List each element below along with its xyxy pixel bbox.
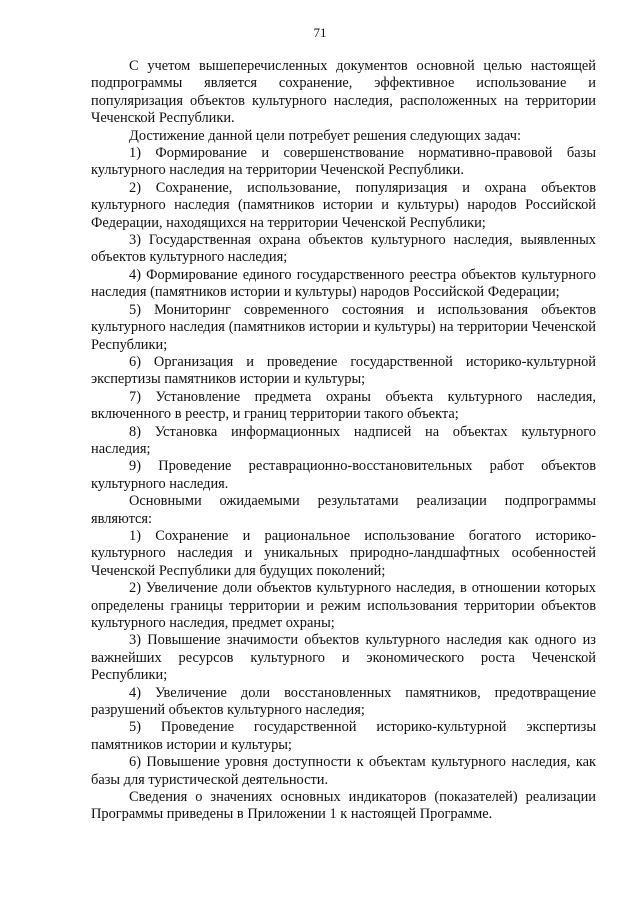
result-item-2: 2) Увеличение доли объектов культурного наследия, в отношении которых определены границы территории и режим использования территории объектов культурного наследия, предмет охраны; bbox=[91, 580, 596, 631]
task-item-5: 5) Мониторинг современного состояния и использования объектов культурного наследия (памятников истории и культуры) на территории Чеченской Республики; bbox=[91, 301, 596, 353]
task-item-1: 1) Формирование и совершенствование нормативно-правовой базы культурного наследия на территории Чеченской Республики. bbox=[91, 145, 596, 179]
task-item-4: 4) Формирование единого государственного реестра объектов культурного наследия (памятников истории и культуры) народов Российской Федерации; bbox=[91, 266, 596, 301]
page-number: 71 bbox=[313, 25, 327, 40]
paragraph-goal: С учетом вышеперечисленных документов основной целью настоящей подпрограммы является сохранение, эффективное использование и популяризация объектов культурного наследия, расположенных на территории Чеченской Республики. bbox=[91, 58, 596, 127]
task-item-3: 3) Государственная охрана объектов культурного наследия, выявленных объектов культурного наследия; bbox=[91, 232, 596, 266]
task-item-2: 2) Сохранение, использование, популяризация и охрана объектов культурного наследия (памятников истории и культуры) народов Российской Федерации, находящихся на территории Чеченской Республики; bbox=[91, 179, 596, 231]
task-item-6: 6) Организация и проведение государственной историко-культурной экспертизы памятников истории и культуры; bbox=[91, 353, 596, 388]
document-body bbox=[91, 58, 596, 824]
result-item-1: 1) Сохранение и рациональное использование богатого историко-культурного наследия и уникальных природно-ландшафтных особенностей Чеченской Республики для будущих поколений; bbox=[91, 527, 596, 579]
result-item-3: 3) Повышение значимости объектов культурного наследия как одного из важнейших ресурсов культурного и экономического роста Чеченской Республики; bbox=[91, 632, 596, 684]
task-item-7: 7) Установление предмета охраны объекта культурного наследия, включенного в реестр, и границ территории такого объекта; bbox=[91, 388, 596, 423]
paragraph-tasks-intro: Достижение данной цели потребует решения следующих задач: bbox=[129, 127, 521, 144]
result-item-5: 5) Проведение государственной историко-культурной экспертизы памятников истории и культуры; bbox=[91, 719, 596, 753]
paragraph-indicators: Сведения о значениях основных индикаторов (показателей) реализации Программы приведены в Приложении 1 к настоящей Программе. bbox=[91, 789, 596, 823]
result-item-4: 4) Увеличение доли восстановленных памятников, предотвращение разрушений объектов культурного наследия; bbox=[91, 684, 596, 719]
task-item-8: 8) Установка информационных надписей на объектах культурного наследия; bbox=[91, 423, 596, 457]
result-item-6: 6) Повышение уровня доступности к объектам культурного наследия, как базы для туристической деятельности. bbox=[91, 754, 596, 788]
paragraph-results-intro: Основными ожидаемыми результатами реализации подпрограммы являются: bbox=[91, 493, 596, 527]
task-item-9: 9) Проведение реставрационно-восстановительных работ объектов культурного наследия. bbox=[91, 458, 596, 492]
